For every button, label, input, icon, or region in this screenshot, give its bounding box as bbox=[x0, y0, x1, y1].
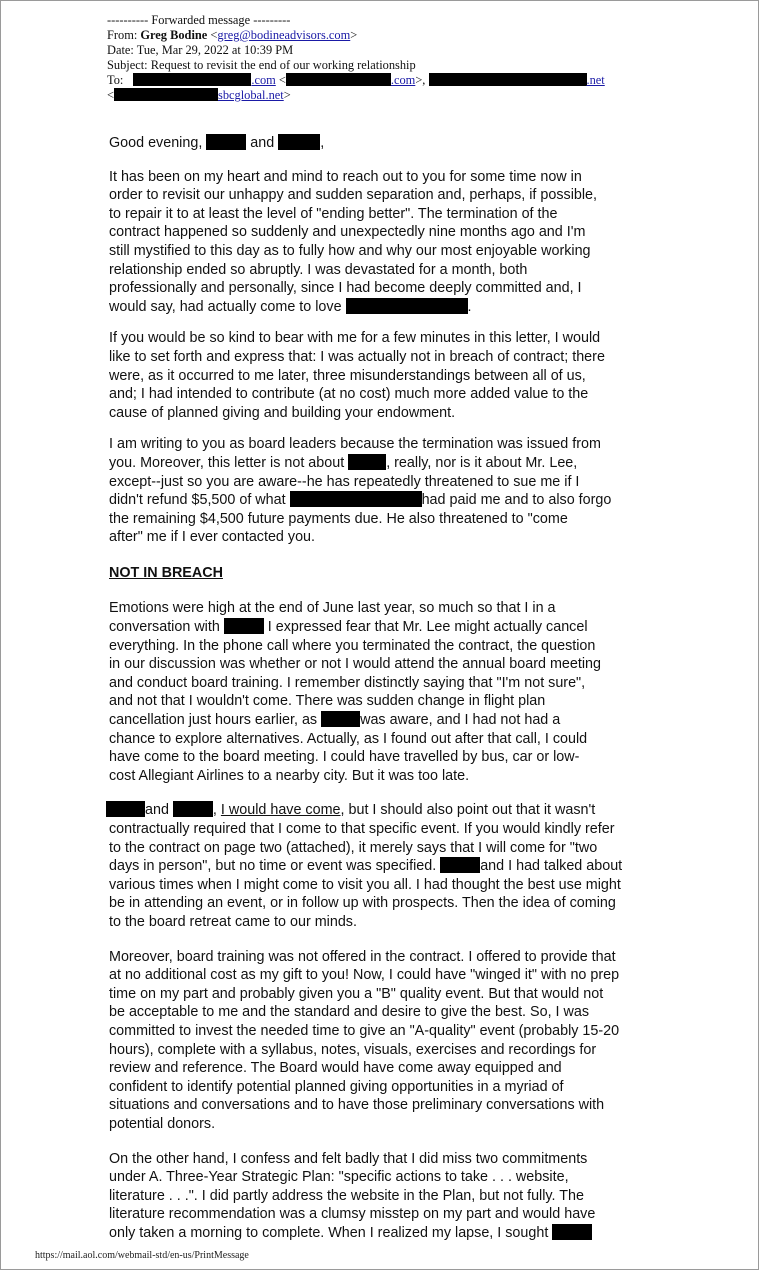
subject-line: Subject: Request to revisit the end of our working relationship bbox=[107, 58, 416, 72]
paragraph: Moreover, board training was not offered in the contract. I offered to provide that at no additional cost as my gift to you! Now, I could have "winged it" with no prep time on my part and probably given you a "B" quality event. But that would not be acceptable to me and the standard and desire to give the best. So, I was committed to invest the needed time to give an "A-quality" event (probably 15-20 hours), complete with a syllabus, notes, visuals, exercises and recordings for review and reference. The Board would have come away equipped and confident to identify potential planned giving opportunities in a myriad of situations and conversations and to have those preliminary conversations with potential donors. bbox=[109, 948, 620, 1132]
redaction bbox=[106, 801, 145, 817]
recipient-link[interactable]: sbcglobal.net bbox=[218, 88, 284, 102]
redaction bbox=[348, 454, 386, 470]
redaction bbox=[278, 134, 320, 150]
paragraph: I am writing to you as board leaders because the termination was issued from you. Moreover, this letter is not about , really, nor is it about Mr. Lee, except--just so you are aware--he has repeatedly threatened to sue me if I didn't refund $5,500 of what had paid me and to also forgo the remaining $4,500 future payments due. He also threatened to "come after" me if I ever contacted you. bbox=[109, 436, 612, 546]
paragraph: Emotions were high at the end of June last year, so much so that I in a conversation with I expressed fear that Mr. Lee might actually cancel everything. In the phone call where you terminated the contract, the question in our discussion was whether or not I would attend the annual board meeting and conduct board training. I remember distinctly saying that "I'm not sure", and not that I wouldn't come. There was sudden change in flight plan cancellation just hours earlier, as was aware, and I had not had a chance to explore alternatives. Actually, as I found out after that call, I could have come to the board meeting. I could have travelled by bus, car or low- cost Allegiant Airlines to a nearby city. But it was too late. bbox=[109, 600, 601, 784]
redaction bbox=[206, 134, 246, 150]
redaction bbox=[552, 1224, 592, 1240]
email-header bbox=[107, 13, 667, 103]
redaction bbox=[114, 88, 218, 101]
to-line: To: .com < .com>, .net bbox=[107, 73, 605, 87]
recipient-link[interactable]: .net bbox=[586, 73, 605, 87]
letter-body bbox=[109, 134, 657, 1242]
recipient-link[interactable]: .com bbox=[251, 73, 276, 87]
from-line: From: Greg Bodine <greg@bodineadvisors.com> bbox=[107, 28, 358, 42]
redaction bbox=[321, 711, 360, 727]
forwarded-line: ---------- Forwarded message --------- bbox=[107, 13, 291, 27]
print-url-footer: https://mail.aol.com/webmail-std/en-us/PrintMessage bbox=[35, 1250, 249, 1261]
date-line: Date: Tue, Mar 29, 2022 at 10:39 PM bbox=[107, 43, 294, 57]
redaction bbox=[290, 491, 422, 507]
redaction bbox=[346, 298, 468, 314]
recipient-link[interactable]: .com bbox=[390, 73, 416, 87]
cc-line: < sbcglobal.net> bbox=[107, 88, 291, 102]
redaction bbox=[440, 857, 480, 873]
greeting: Good evening, and , bbox=[109, 135, 325, 151]
paragraph: It has been on my heart and mind to reach out to you for some time now in order to revisit our unhappy and sudden separation and, perhaps, if possible, to repair it to at least the level of "ending better". The termination of the contract happened so suddenly and unexpectedly nine months ago and I'm still mystified to this day as to fully how and why our most enjoyable working relationship ended so abruptly. I was devastated for a month, both professionally and personally, since I had become deeply committed and, I would say, had actually come to love . bbox=[109, 168, 598, 315]
paragraph: and , I would have come, but I should also point out that it wasn't contractually required that I come to that specific event. If you would kindly refer to the contract on page two (attached), it merely says that I will come for "two days in person", but no time or event was specified. and I had talked about various times when I might come to visit you all. I had thought the best use might be in attending an event, or in follow up with prospects. Then the idea of coming to the board retreat came to our minds. bbox=[109, 801, 657, 931]
section-heading: NOT IN BREACH bbox=[109, 564, 223, 581]
from-email-link[interactable]: greg@bodineadvisors.com bbox=[217, 28, 351, 42]
redaction bbox=[173, 801, 213, 817]
paragraph: If you would be so kind to bear with me for a few minutes in this letter, I would like to set forth and express that: I was actually not in breach of contract; there were, as it occurred to me later, three misunderstandings between all of us, and; I had intended to contribute (at no cost) much more added value to the cause of planned giving and building your endowment. bbox=[109, 330, 605, 421]
redaction bbox=[429, 73, 587, 86]
redaction bbox=[286, 73, 391, 86]
from-name: Greg Bodine bbox=[140, 28, 208, 42]
paragraph: On the other hand, I confess and felt badly that I did miss two commitments under A. Three-Year Strategic Plan: "specific actions to take . . . website, literature . . .". I did partly address the website in the Plan, but not fully. The literature recommendation was a clumsy misstep on my part and would have only taken a morning to complete. When I realized my lapse, I sought bbox=[109, 1150, 596, 1241]
redaction bbox=[133, 73, 251, 86]
redaction bbox=[224, 618, 264, 634]
